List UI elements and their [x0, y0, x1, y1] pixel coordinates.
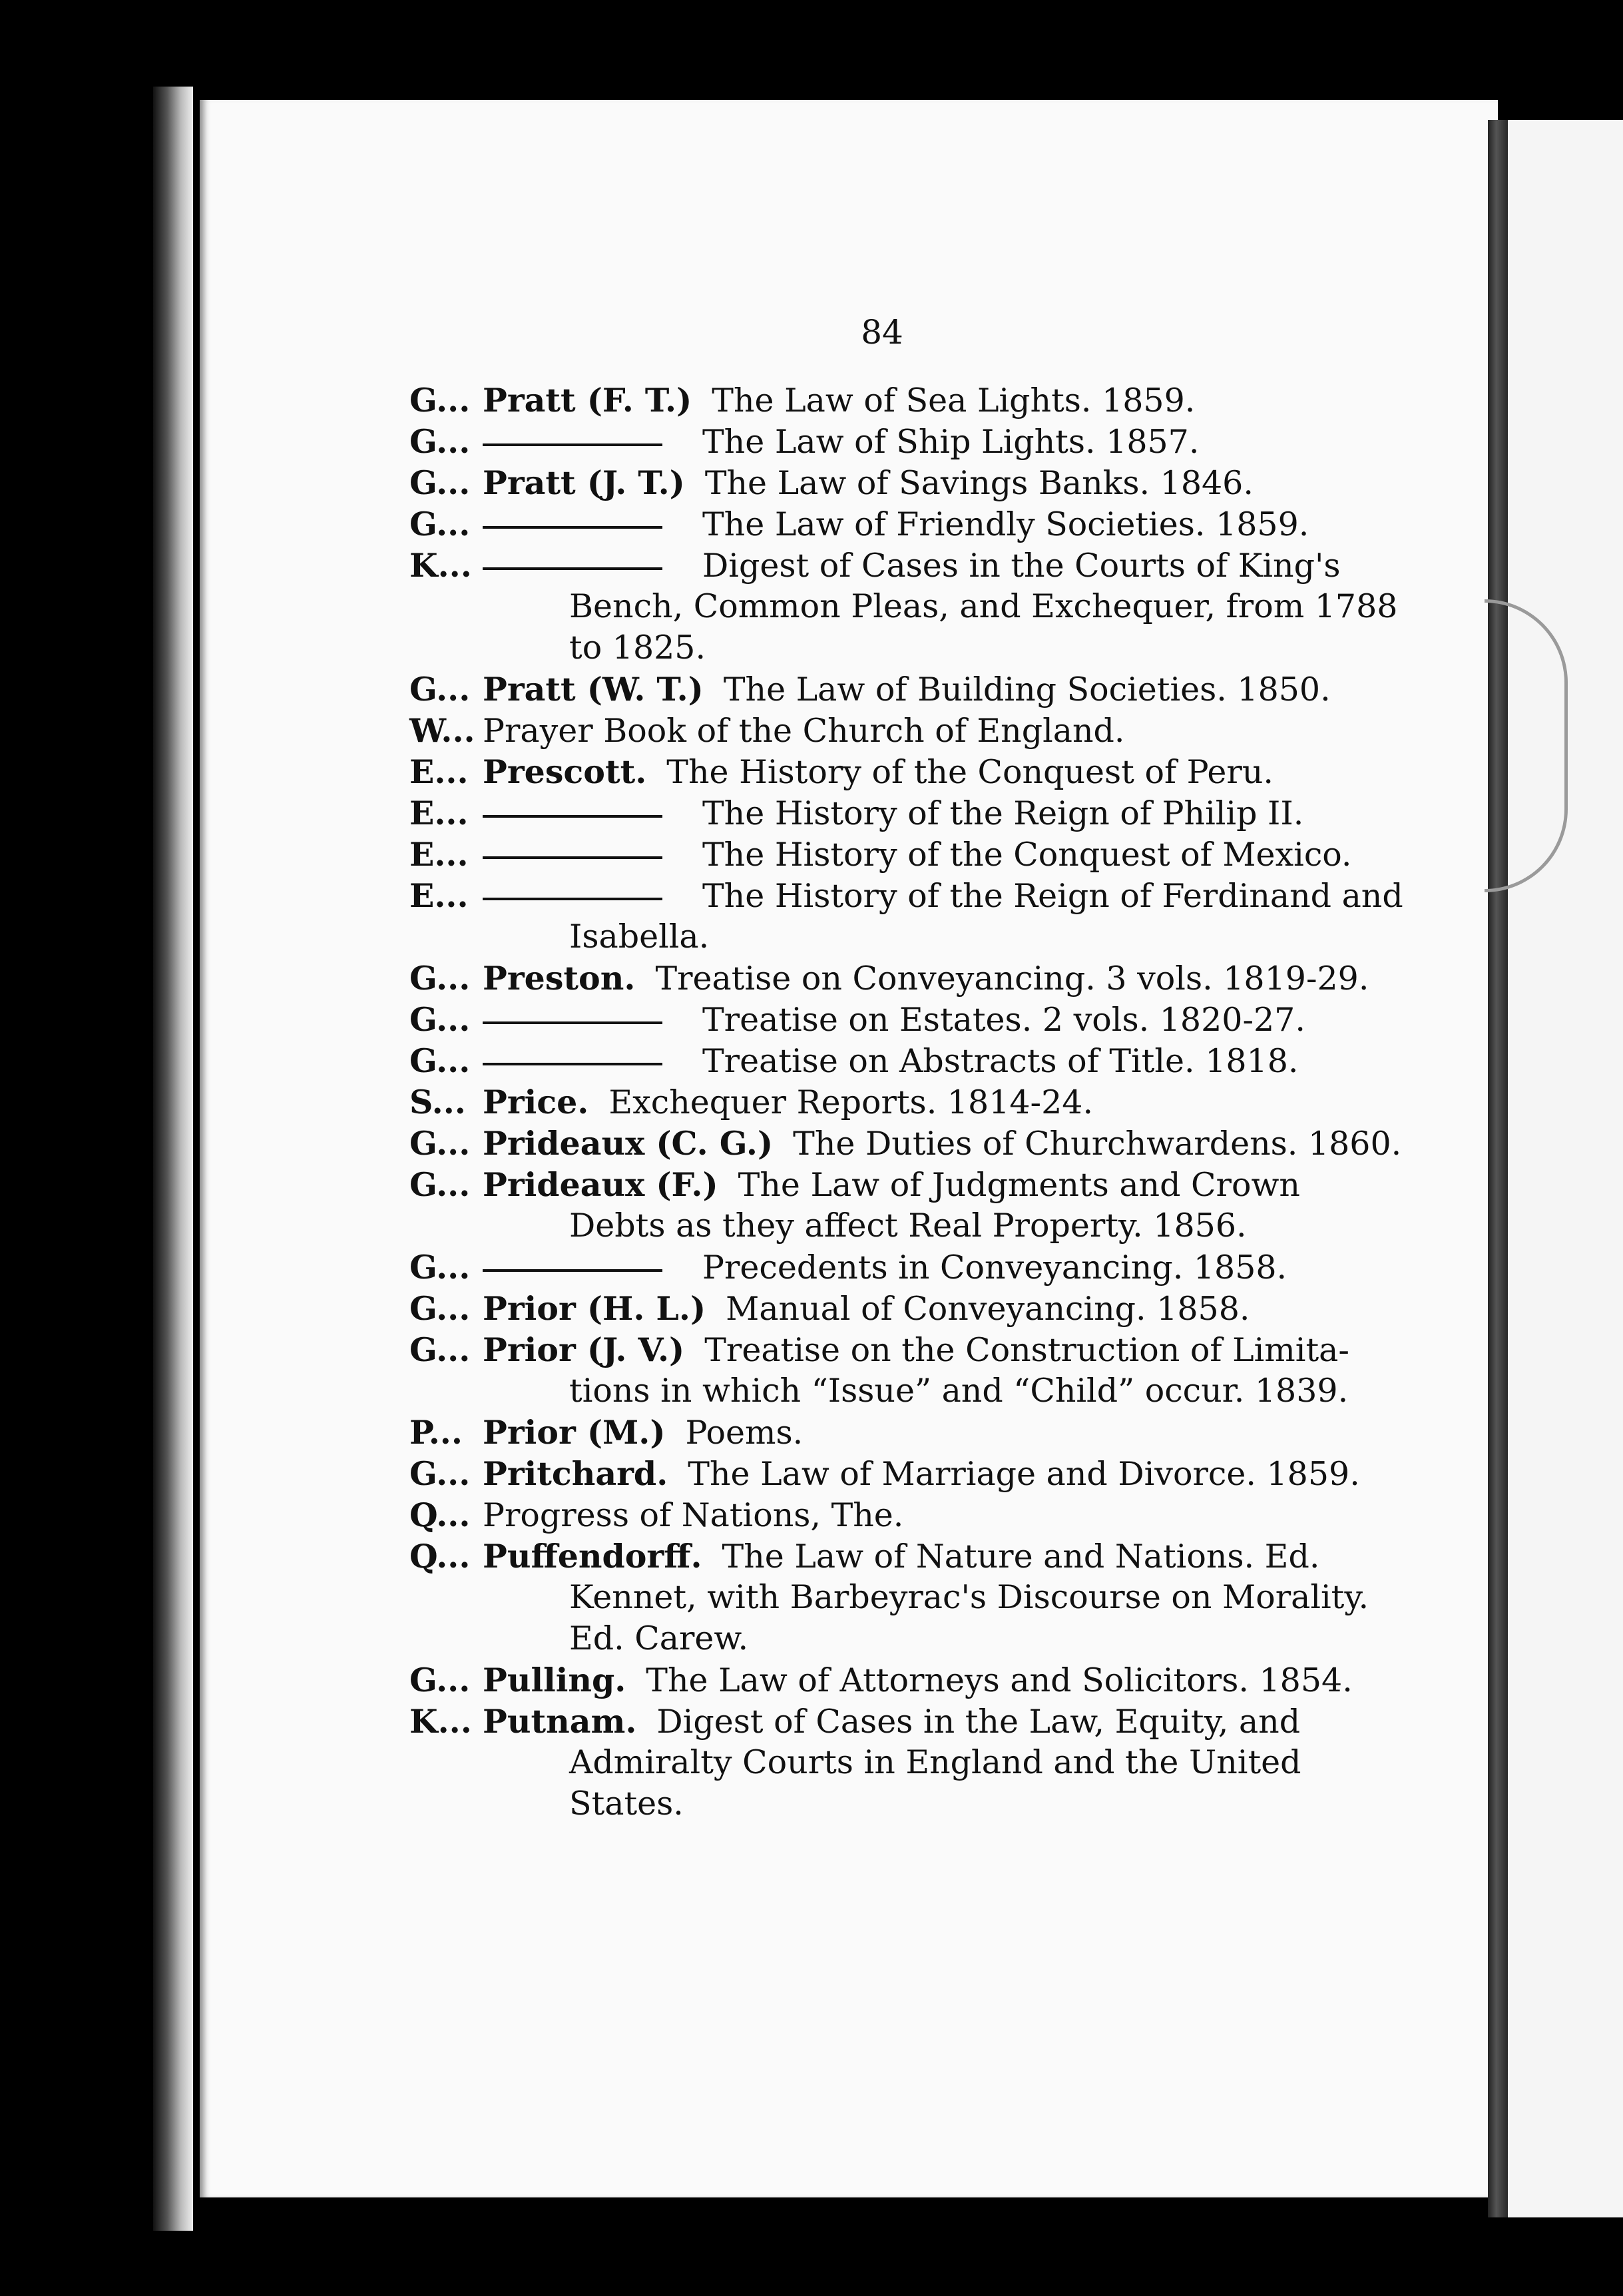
entry-continuation: States.: [569, 1785, 684, 1823]
catalogue-entry: [409, 999, 1331, 1040]
entry-line: [409, 792, 1331, 834]
catalogue-entry: [409, 503, 1331, 545]
class-mark: G...: [409, 959, 471, 998]
entry-line: [409, 462, 1331, 503]
author-name: Pratt (F. T.): [483, 381, 692, 420]
catalogue-entry: [409, 1659, 1353, 1701]
entry-title: The Law of Attorneys and Solicitors. 1854.: [646, 1661, 1353, 1699]
class-mark: E...: [409, 876, 469, 915]
author-name: Pulling.: [483, 1661, 626, 1699]
entry-title: Treatise on the Construction of Limita-: [704, 1331, 1349, 1369]
author-name: Prior (J. V.): [483, 1330, 685, 1369]
entry-title: Poems.: [685, 1414, 804, 1452]
entry-title: Treatise on Conveyancing. 3 vols. 1819-29.: [655, 960, 1369, 998]
entry-line: [409, 834, 1352, 875]
class-mark: K...: [409, 546, 472, 585]
ditto-dash: [483, 898, 662, 900]
entry-continuation: Ed. Carew.: [569, 1619, 749, 1657]
catalogue-entry: [409, 545, 1398, 669]
entry-title: The Duties of Churchwardens. 1860.: [793, 1125, 1402, 1163]
entry-title: The History of the Conquest of Peru.: [666, 753, 1274, 791]
entry-title: The History of the Reign of Ferdinand and: [702, 877, 1403, 915]
author-name: Preston.: [483, 959, 636, 998]
catalogue-entry: [409, 710, 1331, 751]
entry-line: [409, 751, 1331, 792]
class-mark: G...: [409, 505, 471, 543]
catalogue-entry: [409, 1536, 1369, 1659]
entry-title: The History of the Reign of Philip II.: [702, 794, 1304, 832]
entry-line: [409, 1164, 1331, 1205]
author-name: Putnam.: [483, 1702, 637, 1741]
author-name: Pratt (J. T.): [483, 463, 685, 502]
author-name: Prior (M.): [483, 1413, 666, 1452]
class-mark: S...: [409, 1083, 466, 1121]
class-mark: Q...: [409, 1537, 471, 1576]
entry-continuation: Bench, Common Pleas, and Exchequer, from 1788: [569, 587, 1398, 625]
entry-title: Precedents in Conveyancing. 1858.: [702, 1249, 1287, 1287]
entry-line: [409, 1453, 1360, 1494]
entry-title: Progress of Nations, The.: [483, 1496, 904, 1534]
entry-title: Treatise on Abstracts of Title. 1818.: [702, 1042, 1299, 1080]
entry-title: The Law of Ship Lights. 1857.: [702, 423, 1200, 461]
entry-line: [409, 1040, 1331, 1081]
catalogue-entry: [409, 958, 1369, 999]
author-name: Pritchard.: [483, 1454, 668, 1493]
author-name: Puffendorff.: [483, 1537, 702, 1576]
entry-line: [409, 669, 1331, 710]
entry-title: Digest of Cases in the Law, Equity, and: [656, 1703, 1301, 1741]
class-mark: G...: [409, 1454, 471, 1493]
entry-line: [409, 1329, 1349, 1370]
entry-line: [409, 380, 1331, 421]
catalogue-entry: [409, 751, 1331, 792]
catalogue-entry: [409, 1164, 1331, 1247]
class-mark: G...: [409, 1041, 471, 1080]
entry-line: [409, 1701, 1331, 1742]
ditto-dash: [483, 567, 662, 570]
entry-line: [409, 1659, 1353, 1701]
class-mark: G...: [409, 1165, 471, 1204]
ditto-dash: [483, 1021, 662, 1024]
catalogue-entry: [409, 1329, 1349, 1412]
catalogue-entry: [409, 380, 1331, 421]
entry-continuation: Isabella.: [569, 918, 710, 956]
author-name: Prior (H. L.): [483, 1289, 706, 1328]
catalogue-entry: [409, 1123, 1402, 1164]
class-mark: E...: [409, 794, 469, 832]
author-name: Prideaux (C. G.): [483, 1124, 774, 1163]
catalogue-entries: [409, 380, 1403, 1825]
catalogue-entry: [409, 1081, 1331, 1123]
entry-line: [409, 1536, 1331, 1577]
entry-line: [409, 999, 1331, 1040]
entry-title: The Law of Marriage and Divorce. 1859.: [688, 1455, 1360, 1493]
catalogue-entry: [409, 875, 1403, 958]
entry-title: The Law of Building Societies. 1850.: [723, 671, 1331, 709]
entry-title: The Law of Nature and Nations. Ed.: [722, 1538, 1320, 1576]
adjacent-page-edge: [1508, 120, 1623, 2217]
catalogue-entry: [409, 1288, 1331, 1329]
entry-title: Manual of Conveyancing. 1858.: [726, 1290, 1250, 1328]
page-number: 84: [861, 313, 903, 352]
class-mark: G...: [409, 1661, 471, 1699]
author-name: Prescott.: [483, 752, 647, 791]
catalogue-entry: [409, 1453, 1360, 1494]
class-mark: Q...: [409, 1496, 471, 1534]
catalogue-entry: [409, 1701, 1331, 1825]
entry-title: Digest of Cases in the Courts of King's: [702, 547, 1341, 585]
entry-line: [409, 503, 1331, 545]
entry-line: [409, 1288, 1331, 1329]
entry-title: The History of the Conquest of Mexico.: [702, 836, 1352, 874]
class-mark: G...: [409, 1124, 471, 1163]
entry-line: [409, 1412, 1331, 1453]
class-mark: E...: [409, 835, 469, 874]
ditto-dash: [483, 526, 662, 529]
ditto-dash: [483, 1063, 662, 1065]
author-name: Prideaux (F.): [483, 1165, 718, 1204]
catalogue-entry: [409, 1040, 1331, 1081]
entry-line: [409, 421, 1331, 462]
catalogue-entry: [409, 1247, 1331, 1288]
class-mark: G...: [409, 463, 471, 502]
entry-continuation: Debts as they affect Real Property. 1856.: [569, 1207, 1247, 1245]
entry-line: [409, 545, 1341, 586]
entry-line: [409, 958, 1369, 999]
entry-title: The Law of Friendly Societies. 1859.: [702, 505, 1309, 543]
entry-title: Prayer Book of the Church of England.: [483, 712, 1125, 750]
class-mark: G...: [409, 422, 471, 461]
entry-title: The Law of Sea Lights. 1859.: [712, 382, 1196, 420]
author-name: Price.: [483, 1083, 589, 1121]
class-mark: G...: [409, 1248, 471, 1287]
entry-title: Treatise on Estates. 2 vols. 1820-27.: [702, 1001, 1305, 1039]
class-mark: G...: [409, 1000, 471, 1039]
ditto-dash: [483, 1269, 662, 1272]
left-binding-edge: [153, 87, 193, 2231]
entry-line: [409, 1247, 1331, 1288]
class-mark: G...: [409, 670, 471, 709]
catalogue-entry: [409, 1412, 1331, 1453]
entry-line: [409, 710, 1331, 751]
class-mark: W...: [409, 711, 475, 750]
class-mark: G...: [409, 1289, 471, 1328]
entry-continuation: tions in which “Issue” and “Child” occur. 1839.: [569, 1372, 1349, 1410]
class-mark: G...: [409, 381, 471, 420]
class-mark: P...: [409, 1413, 463, 1452]
catalogue-entry: [409, 1494, 1331, 1536]
author-name: Pratt (W. T.): [483, 670, 704, 709]
entry-line: [409, 875, 1403, 916]
entry-title: The Law of Savings Banks. 1846.: [704, 464, 1254, 502]
class-mark: G...: [409, 1330, 471, 1369]
catalogue-entry: [409, 669, 1331, 710]
ditto-dash: [483, 815, 662, 818]
entry-line: [409, 1123, 1402, 1164]
entry-title: Exchequer Reports. 1814-24.: [608, 1083, 1094, 1121]
catalogue-entry: [409, 834, 1352, 875]
page-clip-mark: [1485, 599, 1568, 892]
entry-title: The Law of Judgments and Crown: [738, 1166, 1300, 1204]
entry-continuation: Admiralty Courts in England and the United: [569, 1743, 1301, 1781]
ditto-dash: [483, 443, 662, 446]
catalogue-entry: [409, 792, 1331, 834]
catalogue-entry: [409, 462, 1331, 503]
class-mark: E...: [409, 752, 469, 791]
entry-continuation: to 1825.: [569, 629, 706, 667]
catalogue-entry: [409, 421, 1331, 462]
ditto-dash: [483, 856, 662, 859]
entry-continuation: Kennet, with Barbeyrac's Discourse on Morality.: [569, 1578, 1369, 1616]
entry-line: [409, 1081, 1331, 1123]
class-mark: K...: [409, 1702, 472, 1741]
right-gutter-shadow: [1488, 120, 1509, 2217]
entry-line: [409, 1494, 1331, 1536]
